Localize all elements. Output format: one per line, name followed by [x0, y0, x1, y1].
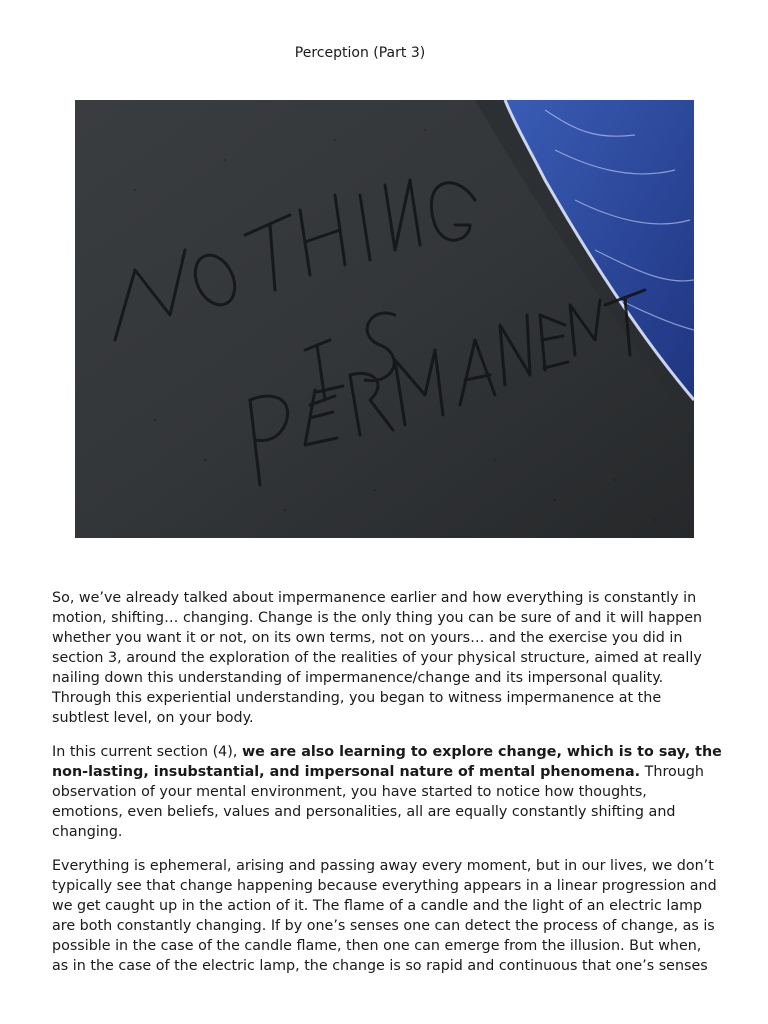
paragraph-3: Everything is ephemeral, arising and passing away every moment, but in our lives, we don’t typically see that change happening because everything appears in a linear progression and we get caught up in the action of it. The flame of a candle and the light of an electric lamp are both constantly changing. If by one’s senses one can detect the process of change, as is possible in the case of the candle flame, then one can emerge from the illusion. But when, as in the case of the electric lamp, the change is so rapid and continuous that one’s senses — [52, 858, 717, 974]
beach-sand-photo — [75, 100, 694, 538]
article-body — [52, 588, 722, 990]
paragraph-2 — [52, 742, 722, 842]
sand-writing-illustration — [75, 100, 694, 538]
paragraph-2-intro: In this current section (4), — [52, 744, 242, 760]
paragraph-2-emphasis: we are also learning to explore change, which is to say, the non-lasting, insubstantial, and impersonal nature of mental phenomena. — [52, 744, 722, 780]
paragraph-1: So, we’ve already talked about impermanence earlier and how everything is constantly in motion, shifting… changing. Change is the only thing you can be sure of and it will happen whether you want it or not, on its own terms, not on yours… and the exercise you did in section 3, around the exploration of the realities of your physical structure, aimed at really nailing down this understanding of impermanence/change and its impersonal quality. Through this experiential understanding, you began to witness impermanence at the subtlest level, on your body. — [52, 590, 703, 726]
page-title: Perception (Part 3) — [294, 45, 426, 61]
paragraph-2-rest: Through observation of your mental environment, you have started to notice how thoughts, emotions, even beliefs, values and personalities, all are equally constantly shifting and changing. — [52, 764, 704, 840]
